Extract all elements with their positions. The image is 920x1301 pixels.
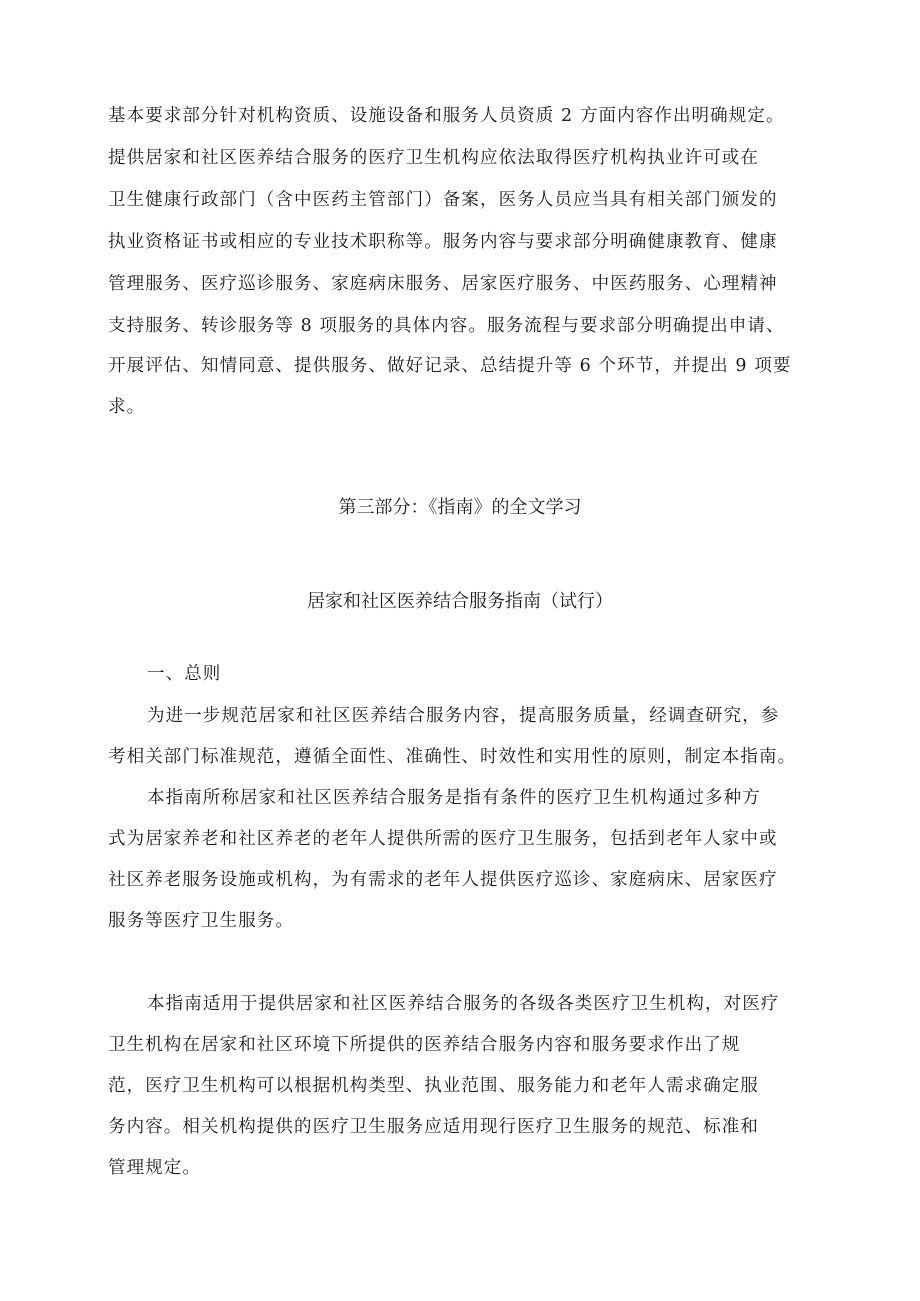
intro-line: 开展评估、知情同意、提供服务、做好记录、总结提升等 6 个环节，并提出 9 项要 (108, 356, 792, 376)
intro-line: 提供居家和社区医养结合服务的医疗卫生机构应依法取得医疗机构执业许可或在 (108, 148, 759, 168)
document-title: 居家和社区医养结合服务指南（试行） (307, 591, 613, 612)
paragraph-line: 务内容。相关机构提供的医疗卫生服务应适用现行医疗卫生服务的规范、标准和 (108, 1117, 759, 1137)
paragraph-line: 考相关部门标准规范，遵循全面性、准确性、时效性和实用性的原则，制定本指南。 (108, 747, 797, 767)
intro-line: 执业资格证书或相应的专业技术职称等。服务内容与要求部分明确健康教育、健康 (108, 232, 778, 252)
paragraph-line: 管理规定。 (108, 1158, 201, 1178)
chapter-heading: 一、总则 (147, 664, 222, 684)
paragraph-line: 卫生机构在居家和社区环境下所提供的医养结合服务内容和服务要求作出了规 (108, 1035, 741, 1055)
paragraph-line: 社区养老服务设施或机构，为有需求的老年人提供医疗巡诊、家庭病床、居家医疗 (108, 870, 778, 890)
intro-line: 卫生健康行政部门（含中医药主管部门）备案，医务人员应当具有相关部门颁发的 (108, 190, 778, 210)
section-heading: 第三部分：《指南》的全文学习 (338, 497, 582, 518)
intro-line: 基本要求部分针对机构资质、设施设备和服务人员资质 2 方面内容作出明确规定。 (108, 106, 785, 126)
paragraph-line: 为进一步规范居家和社区医养结合服务内容，提高服务质量，经调查研究，参 (147, 706, 780, 726)
paragraph-line: 服务等医疗卫生服务。 (108, 911, 294, 931)
intro-line: 求。 (108, 397, 146, 417)
paragraph-line: 本指南适用于提供居家和社区医养结合服务的各级各类医疗卫生机构，对医疗 (147, 994, 780, 1014)
paragraph-line: 式为居家养老和社区养老的老年人提供所需的医疗卫生服务，包括到老年人家中或 (108, 829, 778, 849)
paragraph-line: 范，医疗卫生机构可以根据机构类型、执业范围、服务能力和老年人需求确定服 (108, 1076, 759, 1096)
intro-line: 支持服务、转诊服务等 8 项服务的具体内容。服务流程与要求部分明确提出申请、 (108, 316, 785, 336)
paragraph-line: 本指南所称居家和社区医养结合服务是指有条件的医疗卫生机构通过多种方 (147, 788, 761, 808)
intro-line: 管理服务、医疗巡诊服务、家庭病床服务、居家医疗服务、中医药服务、心理精神 (108, 274, 778, 294)
